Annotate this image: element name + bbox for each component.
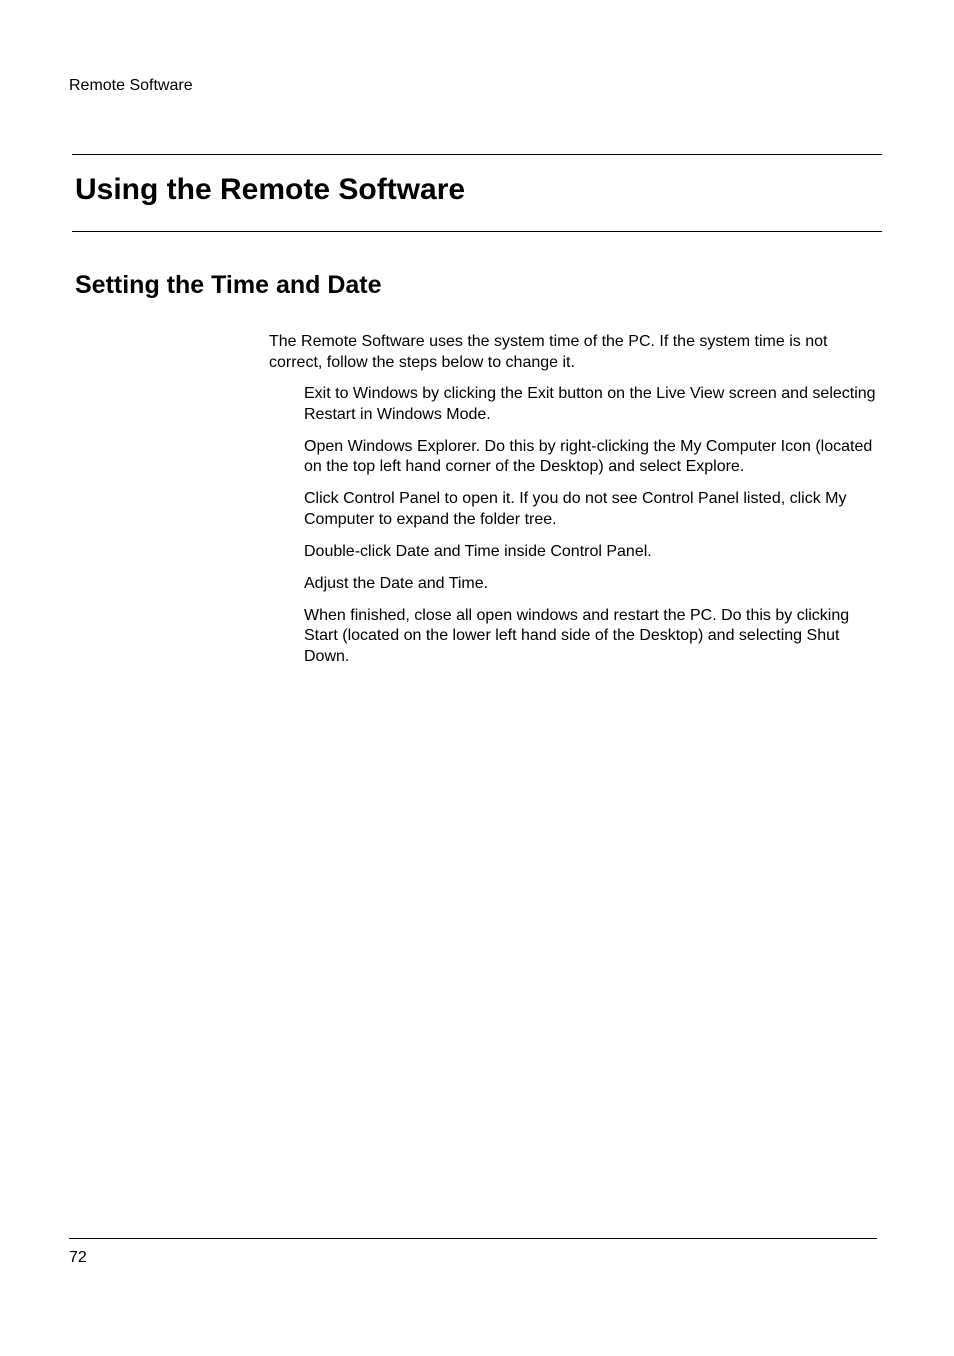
intro-paragraph: The Remote Software uses the system time of the PC. If the system time is not correct, follow the steps below to change it. xyxy=(269,333,828,371)
running-header: Remote Software xyxy=(69,77,193,94)
step-item: Open Windows Explorer. Do this by right-clicking the My Computer Icon (located on the top left hand corner of the Desktop) and select Explore. xyxy=(304,437,873,475)
page-number: 72 xyxy=(69,1249,87,1266)
chapter-title: Using the Remote Software xyxy=(75,173,466,206)
step-item: Adjust the Date and Time. xyxy=(304,574,489,592)
step-item: When finished, close all open windows and restart the PC. Do this by clicking Start (located on the lower left hand side of the Desktop) and selecting Shut Down. xyxy=(304,606,850,665)
title-bottom-rule xyxy=(72,231,882,232)
step-item: Exit to Windows by clicking the Exit button on the Live View screen and selecting Restart in Windows Mode. xyxy=(304,385,876,423)
step-item: Double-click Date and Time inside Control Panel. xyxy=(304,542,652,560)
steps-list xyxy=(304,384,879,679)
section-title: Setting the Time and Date xyxy=(75,271,382,299)
footer-rule xyxy=(69,1238,877,1239)
step-item: Click Control Panel to open it. If you do not see Control Panel listed, click My Computer to expand the folder tree. xyxy=(304,490,847,528)
title-top-rule xyxy=(72,154,882,155)
